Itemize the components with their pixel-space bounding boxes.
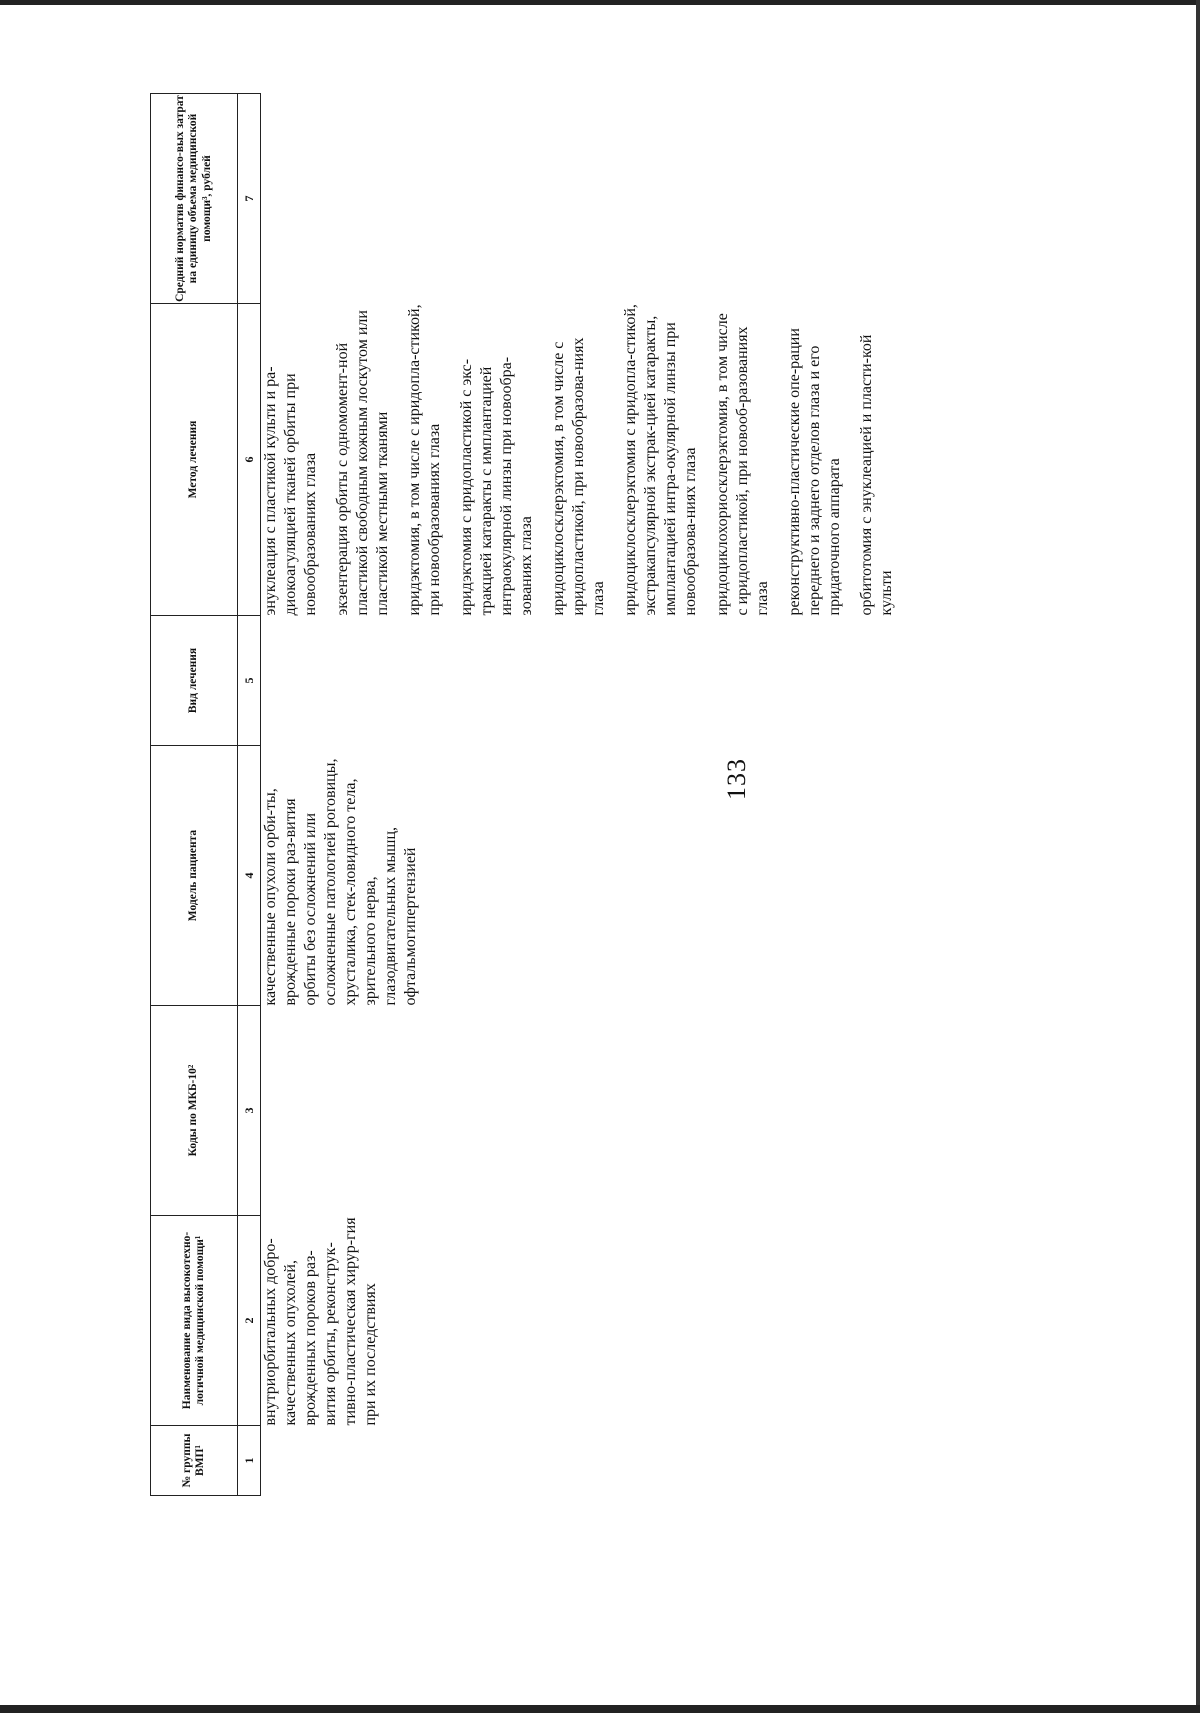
header-group-number: № группы ВМП¹ [151,1426,238,1496]
treatment-method-item: иридоциклосклерэктомия с иридопла-стикой, экстракапсулярной экстрак-цией катаракты, имплантацией интра-окулярной линзы при новообразова-ниях глаза [622,304,699,616]
cell-icd-codes [261,1006,910,1216]
cell-treatment-methods [261,304,910,616]
page-edge-right [1196,0,1200,1713]
column-number: 1 [238,1426,261,1496]
column-number: 5 [238,616,261,746]
cell-average-cost [261,94,910,304]
header-care-name: Наименование вида высокотехно-логичной медицинской помощи¹ [151,1216,238,1426]
column-number: 7 [238,94,261,304]
column-number: 2 [238,1216,261,1426]
header-treatment-type: Вид лечения [151,616,238,746]
cell-care-name: внутриорбитальных добро-качественных опухолей, врожденных пороков раз-вития орбиты, реконструк-тивно-пластическая хирур-гия при их последствиях [262,1217,379,1426]
header-icd-codes: Коды по МКБ-10² [151,1006,238,1216]
page-edge-bottom [0,1705,1200,1713]
treatment-method-item: иридэктомия, в том числе с иридопла-стикой, при новообразованиях глаза [406,304,443,616]
rotated-table-container [150,94,1110,1496]
header-row [151,94,238,1496]
treatment-method-item: иридэктомия с иридопластикой с экс-тракцией катаракты с имплантацией интраокулярной линзы при новообра-зованиях глаза [458,356,535,616]
treatment-method-item: орбитотомия с энуклеацией и пласти-кой культи [858,334,895,616]
cell-treatment-type [261,616,910,746]
cell-group-number [261,1426,910,1496]
treatment-method-item: иридоциклохориосклерэктомия, в том числе с иридопластикой, при новооб-разованиях глаза [714,313,771,616]
column-number-row [238,94,261,1496]
header-treatment-method: Метод лечения [151,304,238,616]
column-number: 6 [238,304,261,616]
page-edge-top [0,0,1200,5]
header-patient-model: Модель пациента [151,746,238,1006]
column-number: 3 [238,1006,261,1216]
treatment-method-item: экзентерация орбиты с одномомент-ной пластикой свободным кожным лоскутом или пластикой местными тканями [334,310,391,616]
treatment-method-item: реконструктивно-пластические опе-рации переднего и заднего отделов глаза и его придаточного аппарата [786,328,843,616]
cell-patient-model: качественные опухоли орби-ты, врожденные пороки раз-вития орбиты без осложнений или осложненные патологией роговицы, хрусталика, стек-ловидного тела, зрительного нерва, глазодвигательных мышц, офтальмогипертензией [262,758,419,1006]
treatment-method-item: иридоциклосклерэктомия, в том числе с иридопластикой, при новообразова-ниях глаза [550,337,607,616]
page-number: 133 [722,758,751,800]
treatment-method-item: энуклеация с пластикой культи и ра-диокоагуляцией тканей орбиты при новообразованиях глаза [262,366,319,616]
vmp-table [150,93,909,1496]
table-row [261,94,910,1496]
column-number: 4 [238,746,261,1006]
header-average-cost: Средний норматив финансо-вых затрат на единицу объема медицинской помощи³, рублей [151,94,238,304]
